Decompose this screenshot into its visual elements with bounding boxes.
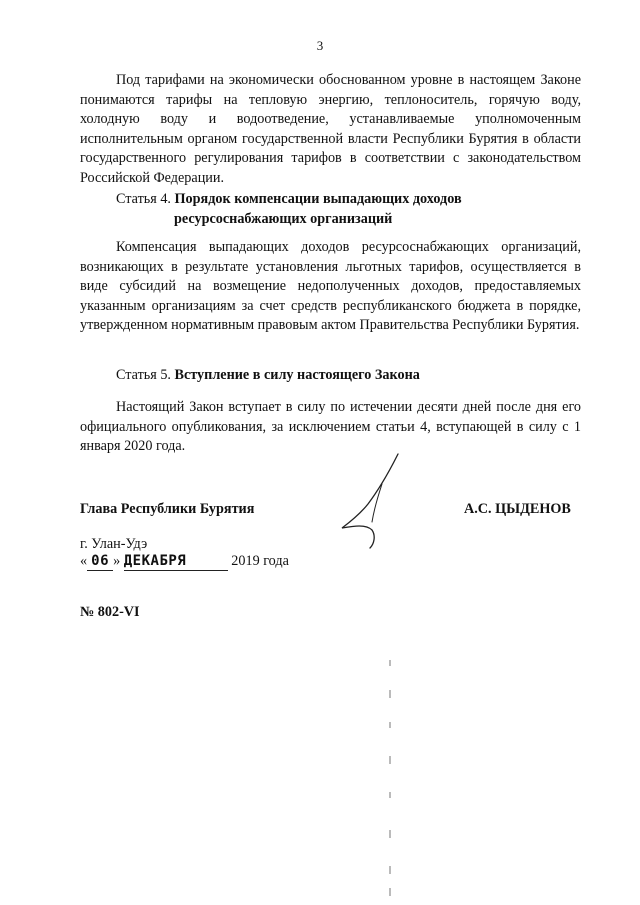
article-4-title-line2: ресурсоснабжающих организаций [174, 211, 393, 227]
article-4-number: Статья 4. [116, 191, 171, 207]
date-month-stamp: ДЕКАБРЯ [123, 553, 187, 569]
signatory-position: Глава Республики Бурятия [80, 501, 255, 517]
paragraph-entry-into-force: Настоящий Закон вступает в силу по истечении десяти дней после дня его официального опубликования, за исключением статьи 4, вступающей в силу с 1 января 2020 года. [80, 399, 581, 455]
law-number: № 802-VI [80, 604, 140, 620]
date-day-stamp: 06 [91, 553, 110, 569]
date-quote-close: » [113, 553, 121, 569]
article-5-title: Вступление в силу настоящего Закона [174, 367, 420, 383]
date-year: 2019 года [231, 553, 289, 569]
scan-artifact-dots [380, 660, 400, 900]
handwritten-signature [320, 440, 440, 560]
page-number: 3 [316, 38, 324, 53]
date-quote-open: « [80, 553, 88, 569]
paragraph-tariffs-definition: Под тарифами на экономически обоснованном уровне в настоящем Законе понимаются тарифы на тепловую энергию, теплоноситель, горячую воду, холодную воду и водоотведение, устанавливаемые уполномоченным исполнительным органом государственной власти Республики Бурятия в области государственного регулирования тарифов в соответствии с законодательством Российской Федерации. [80, 72, 581, 186]
article-4-title-line1: Порядок компенсации выпадающих доходов [174, 191, 462, 207]
article-5-heading [116, 365, 420, 385]
signing-date [80, 553, 289, 571]
article-4-heading [116, 189, 462, 229]
signing-city: г. Улан-Удэ [80, 536, 148, 552]
signatory-name: А.С. ЦЫДЕНОВ [464, 501, 571, 517]
paragraph-compensation: Компенсация выпадающих доходов ресурсоснабжающих организаций, возникающих в результате установления льготных тарифов, осуществляется в виде субсидий на возмещение недополученных доходов, предоставляемых указанным организациям за счет средств республиканского бюджета в порядке, утвержденном нормативным правовым актом Правительства Республики Бурятия. [80, 239, 581, 334]
article-5-number: Статья 5. [116, 367, 171, 383]
